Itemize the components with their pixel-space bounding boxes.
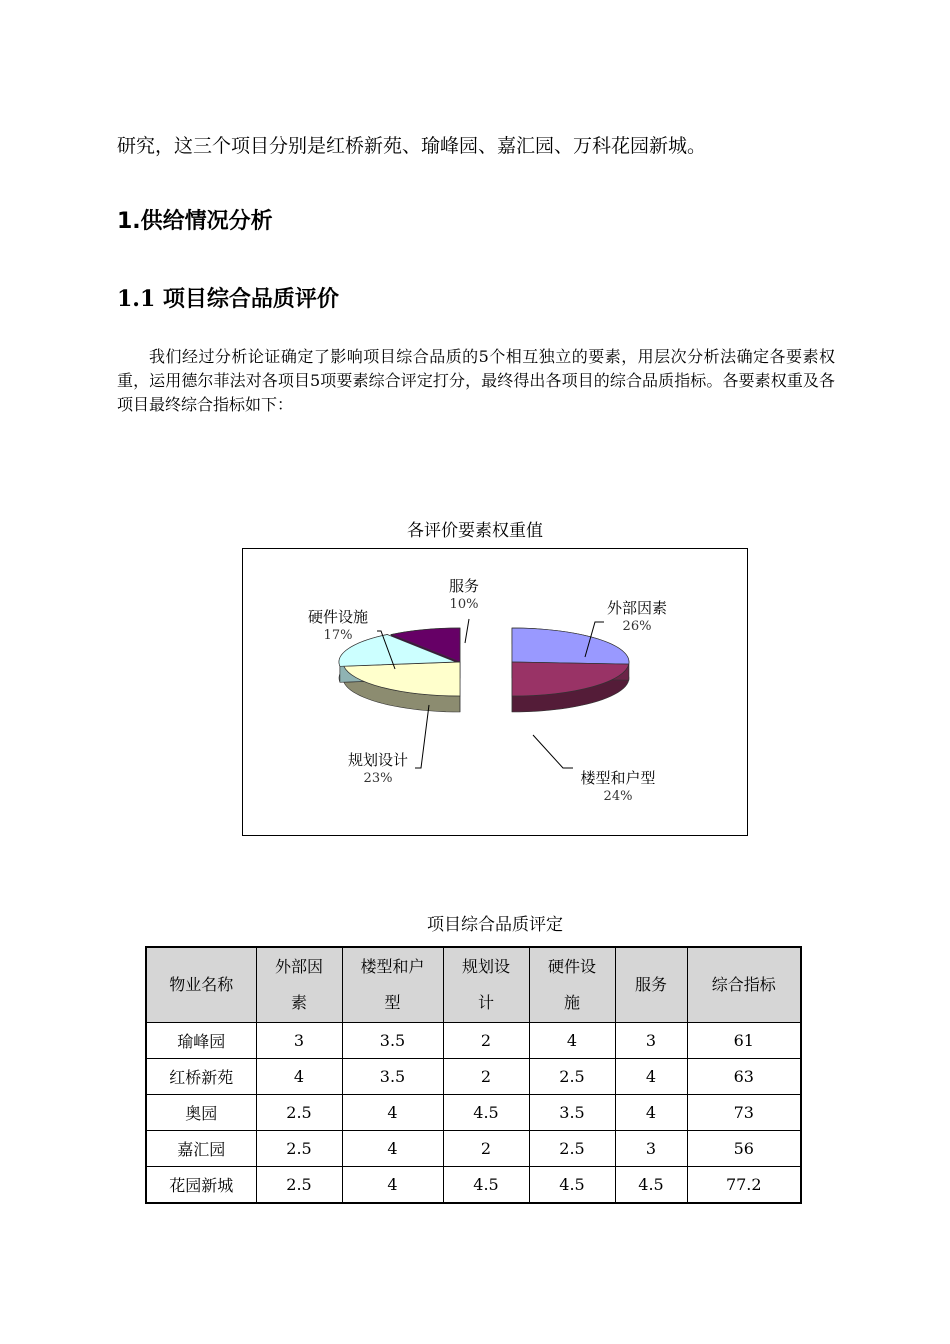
table-header-cell: 物业名称 [146,947,256,1023]
score-cell: 2.5 [529,1131,615,1167]
pie-chart-frame [242,548,748,836]
table-row [146,1167,801,1204]
table-header-cell: 外部因素 [256,947,342,1023]
pie-percent-label: 24% [603,789,633,804]
pie-category-label: 服务 [448,577,480,595]
property-name-cell: 瑜峰园 [146,1023,256,1059]
pie-leader-line [533,735,573,768]
table-header-row [146,947,801,1023]
score-cell: 3.5 [342,1059,443,1095]
score-cell: 61 [687,1023,801,1059]
property-name-cell: 嘉汇园 [146,1131,256,1167]
paragraph-text: 我们经过分析论证确定了影响项目综合品质的5个相互独立的要素，用层次分析法确定各要素权重，运用德尔菲法对各项目5项要素综合评定打分，最终得出各项目的综合品质指标。各要素权重及各项目最终综合指标如下： [117,347,835,414]
score-cell: 3 [256,1023,342,1059]
score-cell: 3 [615,1131,687,1167]
pie-category-label: 规划设计 [347,751,409,769]
quality-table-wrapper [145,946,802,1204]
score-cell: 2 [443,1059,529,1095]
table-header-cell: 规划设计 [443,947,529,1023]
table-body [146,1023,801,1204]
pie-percent-label: 26% [622,619,652,634]
score-cell: 77.2 [687,1167,801,1204]
pie-chart [243,549,747,835]
score-cell: 3.5 [342,1023,443,1059]
score-cell: 4 [615,1059,687,1095]
score-cell: 4 [342,1131,443,1167]
section-heading: 1.供给情况分析 [117,209,273,234]
table-row [146,1023,801,1059]
score-cell: 2.5 [256,1131,342,1167]
table-row [146,1095,801,1131]
chart-title: 各评价要素权重值 [407,521,543,541]
score-cell: 2.5 [256,1095,342,1131]
score-cell: 4 [529,1023,615,1059]
property-name-cell: 奥园 [146,1095,256,1131]
score-cell: 2 [443,1023,529,1059]
table-row [146,1131,801,1167]
pie-category-label: 硬件设施 [307,608,369,626]
body-paragraph [117,345,835,417]
score-cell: 56 [687,1131,801,1167]
score-cell: 4 [256,1059,342,1095]
pie-percent-label: 10% [449,597,479,612]
score-cell: 4.5 [443,1095,529,1131]
score-cell: 4 [342,1095,443,1131]
score-cell: 2 [443,1131,529,1167]
pie-leader-line [415,705,429,768]
pie-tops [339,628,629,696]
subsection-heading: 1.1 项目综合品质评价 [117,286,339,312]
score-cell: 63 [687,1059,801,1095]
table-header-cell: 服务 [615,947,687,1023]
property-name-cell: 红桥新苑 [146,1059,256,1095]
table-row [146,1059,801,1095]
score-cell: 4.5 [443,1167,529,1204]
score-cell: 4.5 [529,1167,615,1204]
score-cell: 4.5 [615,1167,687,1204]
quality-table [145,946,802,1204]
pie-leader-line [465,619,469,643]
score-cell: 73 [687,1095,801,1131]
score-cell: 4 [342,1167,443,1204]
pie-category-label: 外部因素 [606,599,668,617]
table-header-cell: 硬件设施 [529,947,615,1023]
score-cell: 3 [615,1023,687,1059]
intro-text: 研究，这三个项目分别是红桥新苑、瑜峰园、嘉汇园、万科花园新城。 [117,135,707,157]
property-name-cell: 花园新城 [146,1167,256,1204]
table-header-cell: 楼型和户型 [342,947,443,1023]
score-cell: 3.5 [529,1095,615,1131]
pie-slice [512,628,629,664]
score-cell: 2.5 [256,1167,342,1204]
pie-percent-label: 17% [323,628,353,643]
score-cell: 2.5 [529,1059,615,1095]
table-header-cell: 综合指标 [687,947,801,1023]
table-title: 项目综合品质评定 [427,915,563,935]
pie-category-label: 楼型和户型 [580,769,656,787]
pie-percent-label: 23% [363,771,393,786]
score-cell: 4 [615,1095,687,1131]
